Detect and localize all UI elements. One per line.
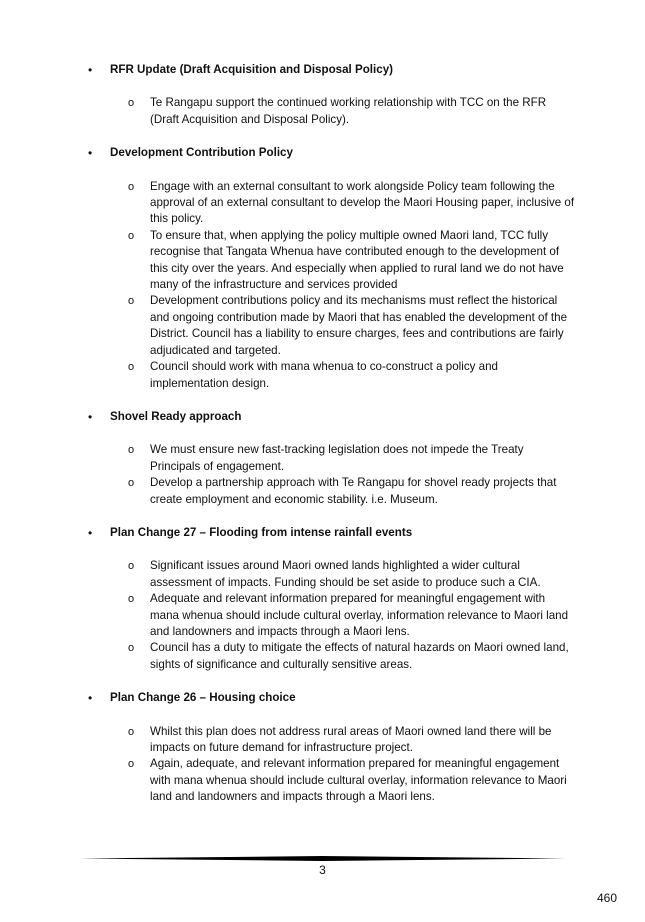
list-item-text: To ensure that, when applying the policy multiple owned Maori land, TCC fully recognise that Tangata Whenua have contributed enough to the development of this city over the years. And especially when applied to rural land we do not have many of the infrastructure and services provided xyxy=(150,228,564,292)
circle-bullet-icon: o xyxy=(128,295,135,308)
section-heading xyxy=(0,525,645,541)
bullet-icon: • xyxy=(88,691,93,706)
list-item xyxy=(0,724,645,757)
circle-bullet-icon: o xyxy=(128,725,135,738)
sub-list xyxy=(0,179,645,392)
circle-bullet-icon: o xyxy=(128,560,135,573)
section-title: Plan Change 27 – Flooding from intense rainfall events xyxy=(110,525,413,539)
list-item-text: Council has a duty to mitigate the effects of natural hazards on Maori owned land, sights of significance and culturally sensitive areas. xyxy=(150,641,569,671)
list-item xyxy=(0,228,645,294)
list-item-text: Engage with an external consultant to work alongside Policy team following the approval of an external consultant to develop the Maori Housing paper, inclusive of this policy. xyxy=(150,179,575,226)
bullet-icon: • xyxy=(88,525,93,540)
sub-list xyxy=(0,442,645,508)
circle-bullet-icon: o xyxy=(128,593,135,606)
list-item-text: Development contributions policy and its mechanisms must reflect the historical and ongoing contribution made by Maori that has enabled the development of the District. Council has a liability to ensure charges, fees and contributions are fairly adjudicated and targeted. xyxy=(150,294,568,357)
footer-rule xyxy=(80,856,565,861)
section xyxy=(0,62,645,128)
section-title: Plan Change 26 – Housing choice xyxy=(110,691,296,705)
section-heading xyxy=(0,690,645,706)
circle-bullet-icon: o xyxy=(128,97,135,110)
list-item xyxy=(0,179,645,228)
section-heading xyxy=(0,145,645,161)
sub-list xyxy=(0,558,645,673)
list-item-text: Council should work with mana whenua to co-construct a policy and implementation design. xyxy=(150,360,498,390)
list-item xyxy=(0,95,645,128)
section-heading xyxy=(0,62,645,78)
list-item xyxy=(0,475,645,508)
list-item-text: Adequate and relevant information prepared for meaningful engagement with mana whenua should include cultural overlay, information relevance to Maori land and landowners and impacts through a Maori lens. xyxy=(150,592,569,638)
list-item xyxy=(0,442,645,475)
list-item-text: Develop a partnership approach with Te Rangapu for shovel ready projects that create employment and economic stability. i.e. Museum. xyxy=(150,476,557,506)
bullet-icon: • xyxy=(88,409,93,424)
section xyxy=(0,690,645,805)
circle-bullet-icon: o xyxy=(128,444,135,457)
list-item xyxy=(0,359,645,392)
list-item-text: Whilst this plan does not address rural areas of Maori owned land there will be impacts on future demand for infrastructure project. xyxy=(150,724,552,754)
section xyxy=(0,525,645,673)
section-title: RFR Update (Draft Acquisition and Disposal Policy) xyxy=(110,63,393,76)
section-title: Shovel Ready approach xyxy=(110,409,242,423)
list-item-text: Significant issues around Maori owned lands highlighted a wider cultural assessment of impacts. Funding should be set aside to produce such a CIA. xyxy=(150,559,541,589)
bullet-icon: • xyxy=(88,146,93,161)
section-heading xyxy=(0,409,645,425)
section xyxy=(0,145,645,392)
document-page-number: 460 xyxy=(596,891,617,905)
list-item xyxy=(0,558,645,591)
list-item xyxy=(0,591,645,640)
page-number: 3 xyxy=(319,863,326,877)
list-item xyxy=(0,756,645,805)
sub-list xyxy=(0,95,645,128)
circle-bullet-icon: o xyxy=(128,180,135,193)
section-title: Development Contribution Policy xyxy=(110,146,293,160)
circle-bullet-icon: o xyxy=(128,642,135,655)
bullet-icon: • xyxy=(88,63,93,77)
list-item xyxy=(0,293,645,359)
list-item-text: Again, adequate, and relevant information prepared for meaningful engagement with mana whenua should include cultural overlay, information relevance to Maori land and landowners and impacts through a Maori lens. xyxy=(150,757,567,804)
document-body xyxy=(0,62,645,823)
circle-bullet-icon: o xyxy=(128,229,135,242)
circle-bullet-icon: o xyxy=(128,477,135,490)
circle-bullet-icon: o xyxy=(128,361,135,374)
list-item-text: We must ensure new fast-tracking legislation does not impede the Treaty Principals of engagement. xyxy=(150,443,524,473)
section xyxy=(0,409,645,508)
sub-list xyxy=(0,724,645,806)
circle-bullet-icon: o xyxy=(128,758,135,771)
list-item-text: Te Rangapu support the continued working relationship with TCC on the RFR (Draft Acquisition and Disposal Policy). xyxy=(150,96,547,126)
list-item xyxy=(0,640,645,673)
